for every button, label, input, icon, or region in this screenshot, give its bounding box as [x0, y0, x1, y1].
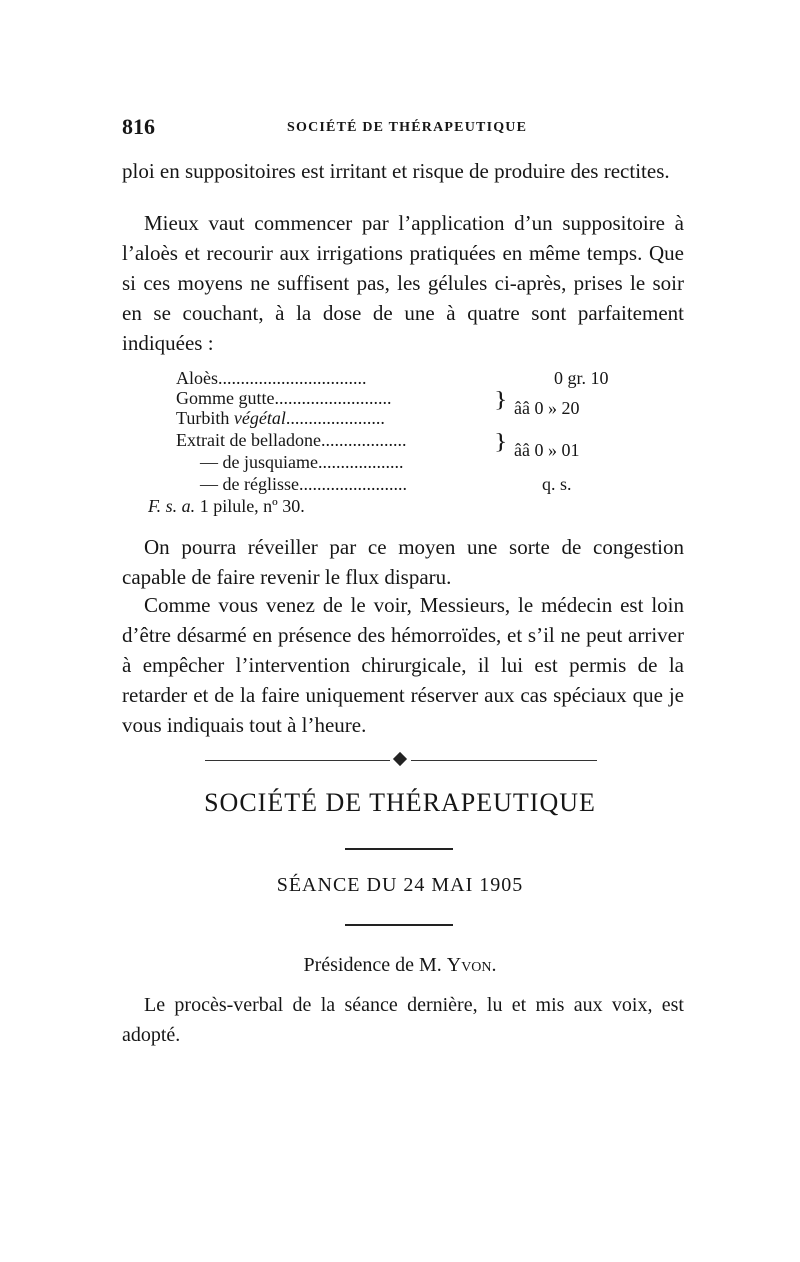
turbith-label: Turbith — [176, 408, 234, 428]
brace-icon: } — [494, 429, 508, 454]
diamond-icon — [393, 752, 407, 766]
paragraph-continuation: ploi en suppositoires est irritant et risque de produire des rectites. — [122, 159, 670, 183]
paragraph-suppository-advice: Mieux vaut commencer par l’application d’un suppositoire à l’aloès et recourir aux irrigations pratiquées en même temps. Que si ces moyens ne suffisent pas, les gélules ci-après, prises le soir en se couchant, à la dose de une à quatre sont parfaitement indiquées : — [122, 211, 684, 355]
date-rule — [345, 924, 453, 926]
section-divider — [205, 752, 597, 768]
ingredient-jusquiame: — de jusquiame................... — [200, 452, 404, 472]
presidency-label: Présidence de M. — [303, 954, 447, 976]
turbith-italic-label: végétal — [233, 408, 286, 428]
prescription-formula — [122, 368, 642, 518]
title-rule — [345, 848, 453, 850]
footer-text: 1 pilule, nº 30. — [195, 496, 305, 516]
divider-line-left — [205, 760, 390, 761]
divider-line-right — [411, 760, 597, 761]
page-header — [122, 114, 682, 144]
ingredient-gomme-gutte: Gomme gutte.......................... — [176, 388, 392, 408]
president-name: Yvon — [446, 954, 492, 976]
brace-icon: } — [494, 387, 508, 412]
quantity-aloes: 0 gr. 10 — [554, 368, 609, 388]
ingredient-aloes: Aloès................................. — [176, 368, 367, 388]
ingredient-turbith — [176, 408, 385, 428]
session-date: SÉANCE DU 24 MAI 1905 — [276, 874, 524, 896]
ingredient-extrait-belladone: Extrait de belladone................... — [176, 430, 407, 450]
presidency-period: . — [491, 954, 497, 976]
quantity-group-1: ââ 0 » 20 — [514, 398, 580, 418]
ingredient-reglisse: — de réglisse........................ — [200, 474, 407, 494]
prescription-footer — [148, 496, 305, 517]
footer-italic: F. s. a. — [148, 496, 196, 516]
paragraph-congestion: On pourra réveiller par ce moyen une sorte de congestion capable de faire revenir le flux disparu. — [122, 535, 684, 589]
page-number: 816 — [122, 114, 155, 139]
quantity-reglisse: q. s. — [542, 474, 572, 494]
section-title: SOCIÉTÉ DE THÉRAPEUTIQUE — [204, 788, 596, 817]
presidency-line — [0, 954, 800, 977]
turbith-leader-dots: ...................... — [285, 408, 385, 428]
paragraph-minutes: Le procès-verbal de la séance dernière, lu et mis aux voix, est adopté. — [122, 994, 684, 1046]
paragraph-conclusion: Comme vous venez de le voir, Messieurs, le médecin est loin d’être désarmé en présence des hémorroïdes, et s’il ne peut arriver à empêcher l’intervention chirurgicale, il lui est permis de la retarder et de la faire uniquement réserver aux cas spéciaux que je vous indiquais tout à l’heure. — [122, 593, 684, 737]
quantity-group-2: ââ 0 » 01 — [514, 440, 580, 460]
running-title: SOCIÉTÉ DE THÉRAPEUTIQUE — [287, 120, 528, 135]
